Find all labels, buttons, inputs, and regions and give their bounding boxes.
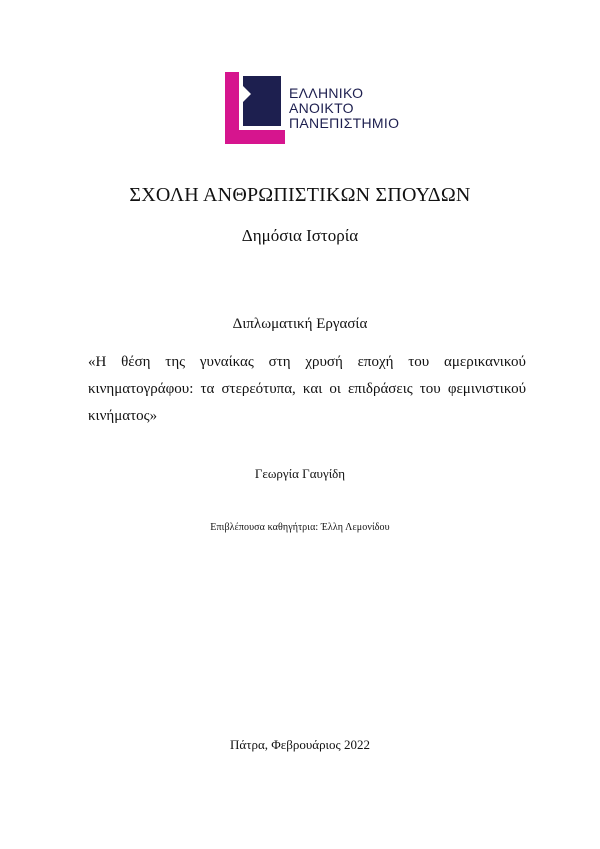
thesis-type-label: Διπλωματική Εργασία bbox=[232, 316, 368, 332]
logo-mark-icon bbox=[225, 72, 285, 144]
supervisor-line: Επιβλέπουσα καθηγήτρια: Έλλη Λεμονίδου bbox=[210, 522, 390, 533]
place-date: Πάτρα, Φεβρουάριος 2022 bbox=[230, 737, 370, 752]
author-name: Γεωργία Γαυγίδη bbox=[254, 466, 346, 481]
thesis-title: «Η θέση της γυναίκας στη χρυσή εποχή του αμερικανικού κινηματογράφου: τα στερεότυπα, και οι επιδράσεις του φεμινιστικού κινήματος» bbox=[88, 354, 526, 424]
program-name: Δημόσια Ιστορία bbox=[241, 226, 359, 245]
logo-line-2: ΑΝΟΙΚΤΟ bbox=[289, 100, 354, 116]
logo-wordmark bbox=[289, 86, 399, 131]
logo-line-3: ΠΑΝΕΠΙΣΤΗΜΙΟ bbox=[289, 115, 400, 131]
logo-line-1: ΕΛΛΗΝΙΚΟ bbox=[289, 85, 364, 101]
university-logo bbox=[225, 72, 405, 144]
school-name: ΣΧΟΛΗ ΑΝΘΡΩΠΙΣΤΙΚΩΝ ΣΠΟΥΔΩΝ bbox=[129, 184, 471, 206]
